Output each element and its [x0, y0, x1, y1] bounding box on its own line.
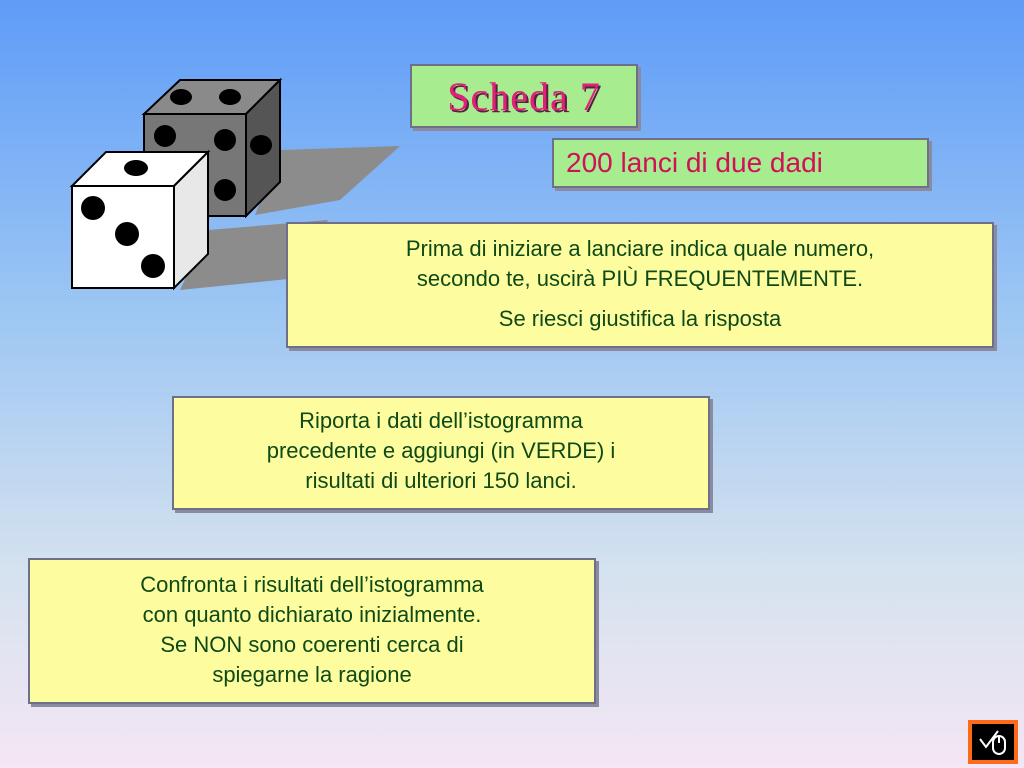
instruction-note-1 [286, 222, 994, 348]
note3-line4: spiegarne la ragione [212, 662, 412, 687]
instruction-note-3 [28, 558, 596, 704]
note2-line1: Riporta i dati dell’istogramma [299, 408, 583, 433]
note1-line3: Se riesci giustifica la risposta [498, 306, 782, 331]
mouse-click-icon [972, 724, 1014, 760]
note3-line1: Confronta i risultati dell’istogramma [140, 572, 484, 597]
next-slide-button[interactable] [968, 720, 1018, 764]
note2-line3: risultati di ulteriori 150 lanci. [305, 468, 577, 493]
note3-line3: Se NON sono coerenti cerca di [160, 632, 464, 657]
slide-title: Scheda 7 [410, 64, 638, 128]
note1-line1: Prima di iniziare a lanciare indica quale numero, [405, 236, 875, 261]
note2-line2: precedente e aggiungi (in VERDE) i [266, 438, 616, 463]
slide-subtitle: 200 lanci di due dadi [552, 138, 929, 188]
note3-line2: con quanto dichiarato inizialmente. [142, 602, 482, 627]
instruction-note-2 [172, 396, 710, 510]
note1-line2: secondo te, uscirà PIÙ FREQUENTEMENTE. [416, 266, 864, 291]
